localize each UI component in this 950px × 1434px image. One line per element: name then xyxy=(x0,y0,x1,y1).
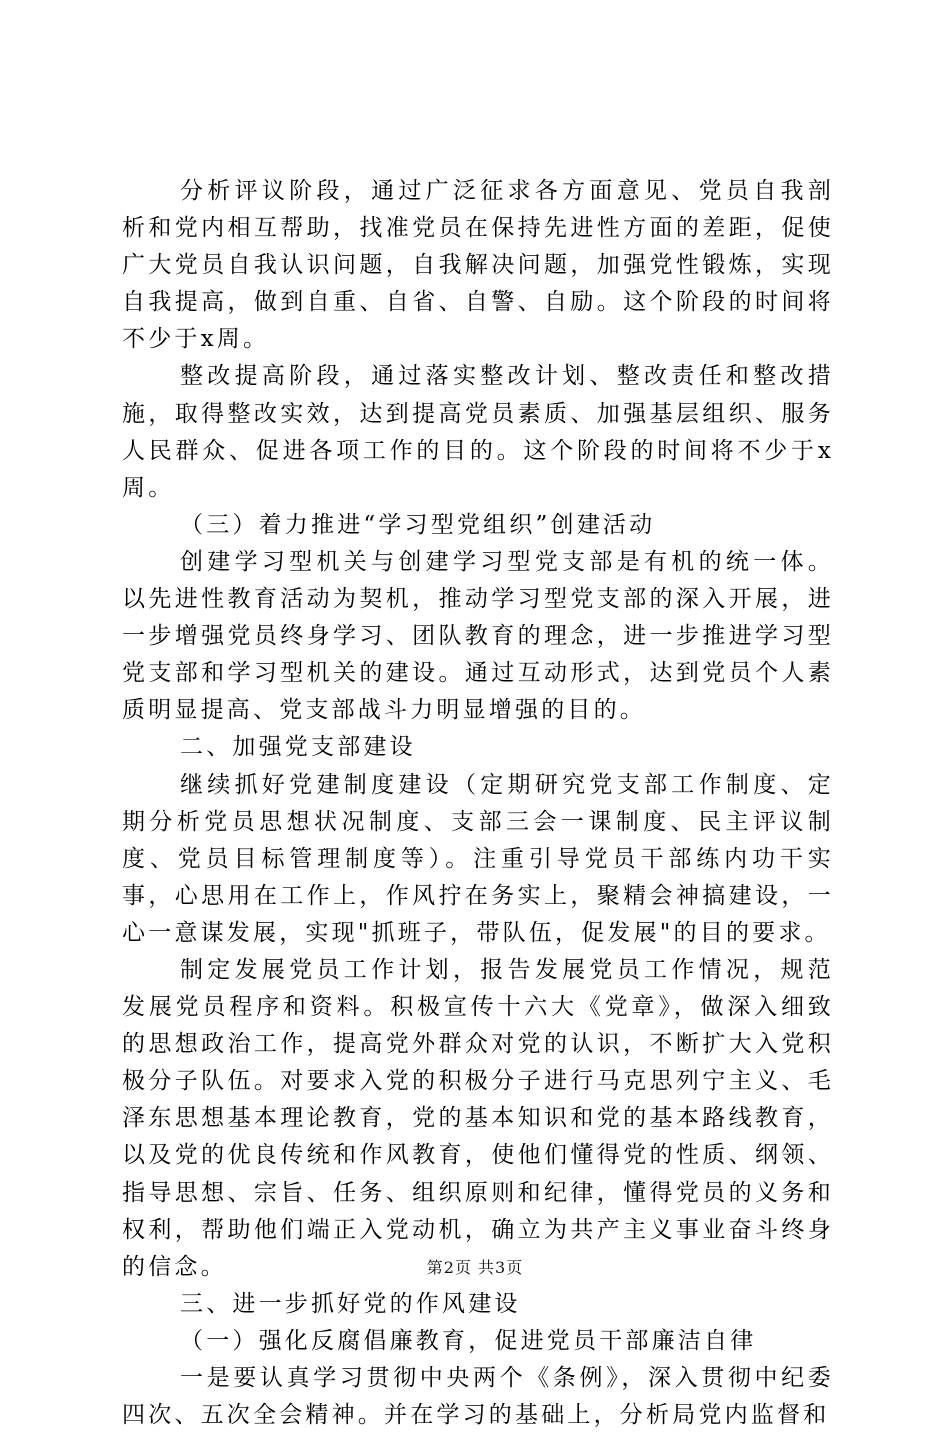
document-body xyxy=(122,173,834,1434)
section-heading-anti-corruption: （一）强化反腐倡廉教育，促进党员干部廉洁自律 xyxy=(180,1327,757,1354)
section-heading-learning-organization: （三）着力推进“学习型党组织”创建活动 xyxy=(180,511,656,538)
paragraph-party-system-building: 继续抓好党建制度建设（定期研究党支部工作制度、定期分析党员思想状况制度、支部三会一课制度、民主评议制度、党员目标管理制度等）。注重引导党员干部练内功干实事，心思用在工作上，作风拧在务实上，聚精会神搞建设，一心一意谋发展，实现"抓班子，带队伍，促发展"的目的要求。 xyxy=(122,771,834,946)
paragraph-study-regulations: 一是要认真学习贯彻中央两个《条例》，深入贯彻中纪委四次、五次全会精神。并在学习的基础上，分析局党内监督和 xyxy=(122,1365,834,1429)
section-heading-branch-building: 二、加强党支部建设 xyxy=(180,734,416,761)
paragraph-learning-organization: 创建学习型机关与创建学习型党支部是有机的统一体。以先进性教育活动为契机，推动学习型党支部的深入开展，进一步增强党员终身学习、团队教育的理念，进一步推进学习型党支部和学习型机关的建设。通过互动形式，达到党员个人素质明显提高、党支部战斗力明显增强的目的。 xyxy=(122,548,834,724)
section-heading-work-style: 三、进一步抓好党的作风建设 xyxy=(180,1290,521,1317)
paragraph-analysis-stage: 分析评议阶段，通过广泛征求各方面意见、党员自我剖析和党内相互帮助，找准党员在保持先进性方面的差距，促使广大党员自我认识问题，自我解决问题，加强党性锻炼，实现自我提高，做到自重、自省、自警、自励。这个阶段的时间将不少于x周。 xyxy=(122,178,834,353)
page-number-footer: 第2页 共3页 xyxy=(426,1258,524,1277)
paragraph-rectification-stage: 整改提高阶段，通过落实整改计划、整改责任和整改措施，取得整改实效，达到提高党员素质、加强基层组织、服务人民群众、促进各项工作的目的。这个阶段的时间将不少于x周。 xyxy=(122,363,834,501)
paragraph-member-development: 制定发展党员工作计划，报告发展党员工作情况，规范发展党员程序和资料。积极宣传十六大《党章》，做深入细致的思想政治工作，提高党外群众对党的认识，不断扩大入党积极分子队伍。对要求入党的积极分子进行马克思列宁主义、毛泽东思想基本理论教育，党的基本知识和党的基本路线教育，以及党的优良传统和作风教育，使他们懂得党的性质、纲领、指导思想、宗旨、任务、组织原则和纪律，懂得党员的义务和权利，帮助他们端正入党动机，确立为共产主义事业奋斗终身的信念。 xyxy=(122,956,834,1280)
